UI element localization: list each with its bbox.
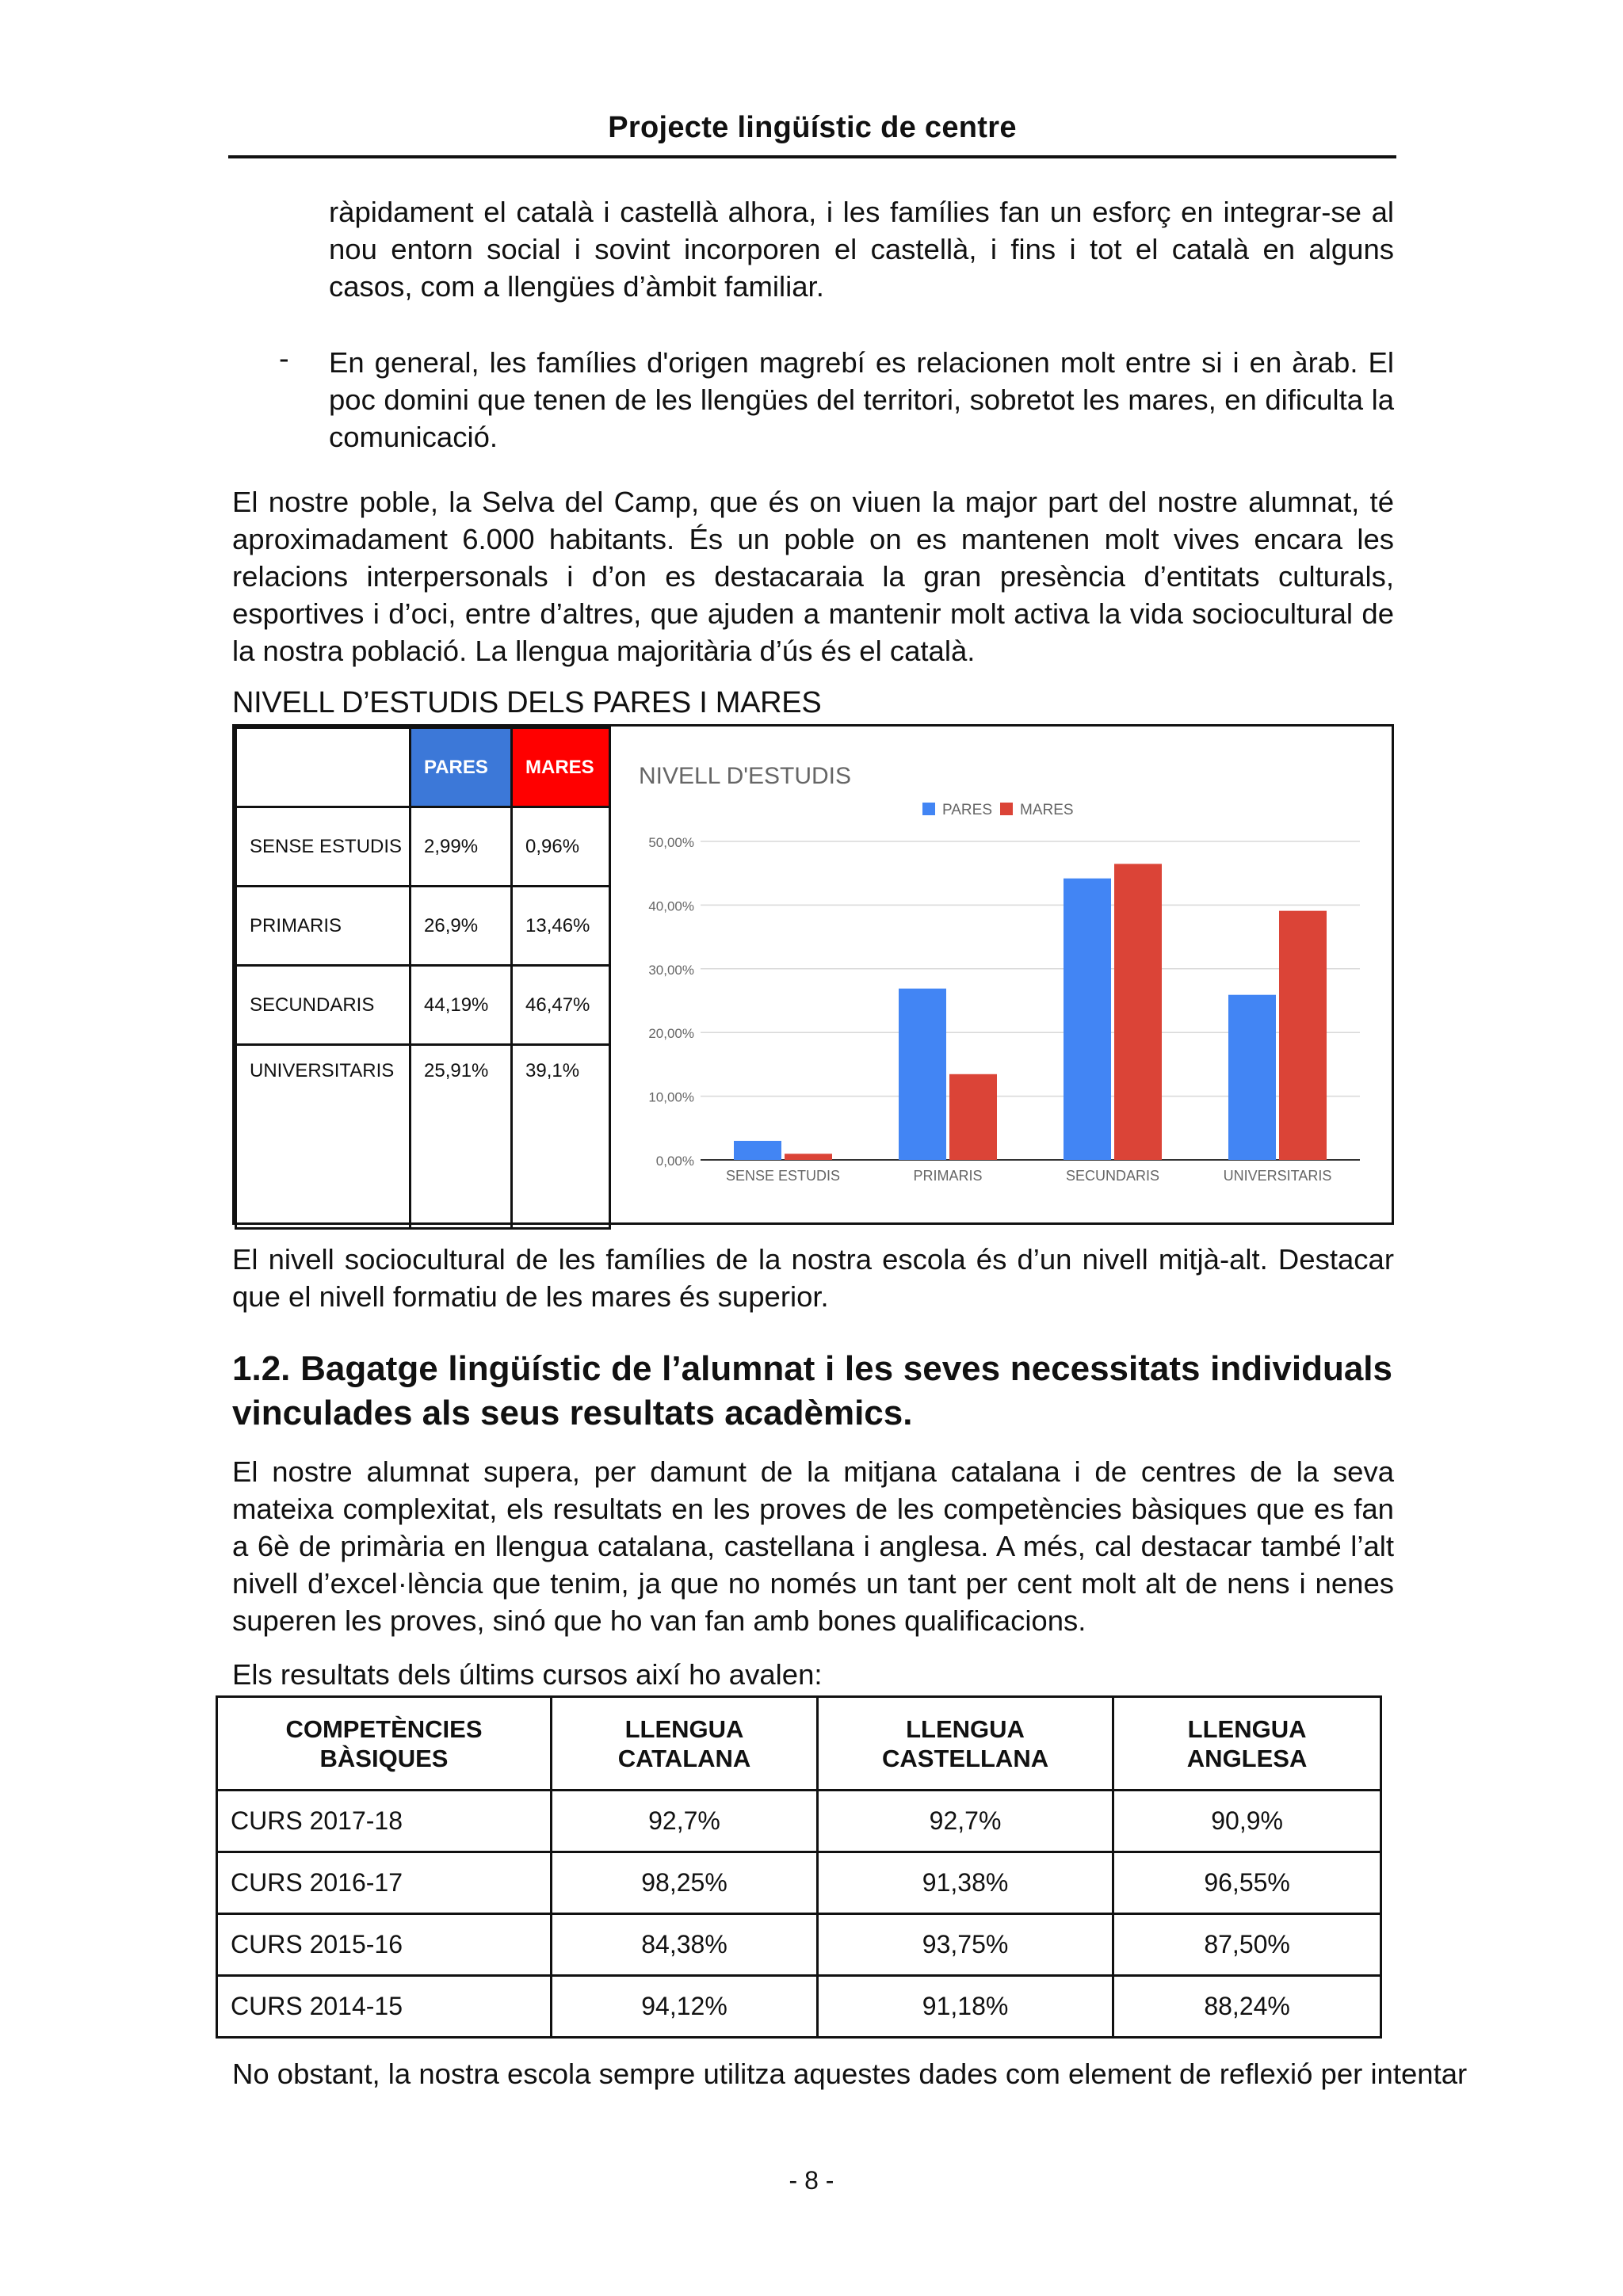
- legend-label-pares: PARES: [942, 802, 993, 818]
- studies-cell-mares: 39,1%: [512, 1045, 610, 1229]
- bar-pares-1: [899, 989, 946, 1160]
- x-tick-label: PRIMARIS: [913, 1168, 983, 1184]
- competencies-table: [216, 1695, 1382, 2039]
- page-header-title: Projecte lingüístic de centre: [608, 111, 1017, 144]
- x-tick-label: UNIVERSITARIS: [1223, 1168, 1332, 1184]
- table-header-row: [217, 1697, 1381, 1791]
- table-cell: 84,38%: [552, 1914, 818, 1976]
- chart-svg: [607, 727, 1392, 1222]
- paragraph-7: No obstant, la nostra escola sempre utilitza aquestes dades com element de reflexió per intentar: [232, 2058, 1468, 2090]
- paragraph-5: El nostre alumnat supera, per damunt de la mitjana catalana i de centres de la seva mateixa complexitat, els resultats en les proves de les competències bàsiques que es fan a 6è de primària en llengua catalana, castellana i anglesa. A més, cal destacar també l’alt nivell d’excel·lència que tenim, ja que no només un tant per cent molt alt de nens i nenes superen les proves, sinó que ho van fan amb bones qualificacions.: [232, 1455, 1394, 1637]
- studies-block: [232, 724, 1394, 1225]
- studies-header-empty: [236, 728, 411, 807]
- table-cell: 96,55%: [1113, 1852, 1381, 1914]
- studies-cell-pares: 25,91%: [411, 1045, 512, 1229]
- chart-x-labels: [726, 1168, 1331, 1184]
- table-cell: 91,38%: [818, 1852, 1113, 1914]
- y-tick-label: 50,00%: [648, 835, 694, 850]
- table-cell: CURS 2016-17: [217, 1852, 552, 1914]
- legend-label-mares: MARES: [1020, 802, 1074, 818]
- legend-swatch-mares: [1000, 803, 1013, 815]
- studies-row-label: PRIMARIS: [236, 887, 411, 966]
- y-tick-label: 10,00%: [648, 1089, 694, 1105]
- table-cell: 91,18%: [818, 1976, 1113, 2038]
- bar-pares-2: [1064, 879, 1111, 1160]
- studies-header-pares: PARES: [411, 728, 512, 807]
- bar-pares-3: [1228, 995, 1276, 1160]
- table-cell: 92,7%: [552, 1791, 818, 1852]
- studies-row-label: UNIVERSITARIS: [236, 1045, 411, 1229]
- table-cell: 98,25%: [552, 1852, 818, 1914]
- table-cell: 87,50%: [1113, 1914, 1381, 1976]
- y-tick-label: 40,00%: [648, 898, 694, 914]
- table-cell: CURS 2017-18: [217, 1791, 552, 1852]
- studies-cell-mares: 13,46%: [512, 887, 610, 966]
- studies-row-label: SENSE ESTUDIS: [236, 807, 411, 887]
- table-cell: CURS 2014-15: [217, 1976, 552, 2038]
- table-cell: 88,24%: [1113, 1976, 1381, 2038]
- studies-header-mares: MARES: [512, 728, 610, 807]
- header-cell: COMPETÈNCIES BÀSIQUES: [217, 1697, 552, 1791]
- table-cell: 90,9%: [1113, 1791, 1381, 1852]
- paragraph-1: ràpidament el català i castellà alhora, i les famílies fan un esforç en integrar-se al nou entorn social i sovint incorporen el castellà, i fins i tot el català en alguns casos, com a llengües d’àmbit familiar.: [329, 196, 1394, 303]
- section-heading: 1.2. Bagatge lingüístic de l’alumnat i les seves necessitats individuals vinculades als seus resultats acadèmics.: [232, 1349, 1392, 1432]
- x-tick-label: SECUNDARIS: [1065, 1168, 1160, 1184]
- table-row: [217, 1914, 1381, 1976]
- bar-mares-1: [949, 1074, 997, 1160]
- studies-cell-pares: 26,9%: [411, 887, 512, 966]
- studies-table: [235, 727, 611, 1230]
- table-cell: 93,75%: [818, 1914, 1113, 1976]
- paragraph-3: El nostre poble, la Selva del Camp, que és on viuen la major part del nostre alumnat, té aproximadament 6.000 habitants. És un poble on es mantenen molt vives encara les relacions interpersonals i d’on es destacaraia la gran presència d’entitats culturals, esportives i d’oci, entre d’altres, que ajuden a mantenir molt activa la vida sociocultural de la nostra població. La llengua majoritària d’ús és el català.: [232, 486, 1394, 667]
- header-cell: LLENGUA ANGLESA: [1113, 1697, 1381, 1791]
- bar-mares-2: [1114, 864, 1162, 1160]
- y-tick-label: 0,00%: [655, 1154, 694, 1169]
- bar-mares-3: [1279, 911, 1327, 1160]
- page-number: - 8 -: [789, 2166, 834, 2195]
- bar-pares-0: [734, 1141, 781, 1160]
- table-row: [217, 1976, 1381, 2038]
- list-dash: -: [279, 342, 289, 376]
- studies-title: NIVELL D’ESTUDIS DELS PARES I MARES: [232, 686, 822, 719]
- table-cell: CURS 2015-16: [217, 1914, 552, 1976]
- legend-swatch-pares: [922, 803, 935, 815]
- studies-chart: [607, 727, 1392, 1222]
- header-rule: [228, 155, 1396, 158]
- y-tick-label: 30,00%: [648, 962, 694, 978]
- chart-title: NIVELL D'ESTUDIS: [639, 763, 852, 789]
- studies-cell-mares: 0,96%: [512, 807, 610, 887]
- x-tick-label: SENSE ESTUDIS: [725, 1168, 841, 1184]
- table-cell: 92,7%: [818, 1791, 1113, 1852]
- y-tick-label: 20,00%: [648, 1026, 694, 1042]
- paragraph-6: Els resultats dels últims cursos així ho avalen:: [232, 1658, 823, 1691]
- bar-mares-0: [785, 1154, 832, 1160]
- paragraph-2: En general, les famílies d'origen magrebí es relacionen molt entre si i en àrab. El poc domini que tenen de les llengües del territori, sobretot les mares, en dificulta la comunicació.: [329, 346, 1394, 453]
- studies-row-label: SECUNDARIS: [236, 966, 411, 1045]
- studies-cell-mares: 46,47%: [512, 966, 610, 1045]
- header-cell: LLENGUA CATALANA: [552, 1697, 818, 1791]
- table-row: [217, 1852, 1381, 1914]
- studies-cell-pares: 44,19%: [411, 966, 512, 1045]
- studies-cell-pares: 2,99%: [411, 807, 512, 887]
- chart-legend: [922, 802, 1074, 818]
- paragraph-4: El nivell sociocultural de les famílies de la nostra escola és d’un nivell mitjà-alt. Destacar que el nivell formatiu de les mares és superior.: [232, 1243, 1394, 1313]
- table-cell: 94,12%: [552, 1976, 818, 2038]
- chart-bars: [734, 864, 1327, 1160]
- table-row: [217, 1791, 1381, 1852]
- header-cell: LLENGUA CASTELLANA: [818, 1697, 1113, 1791]
